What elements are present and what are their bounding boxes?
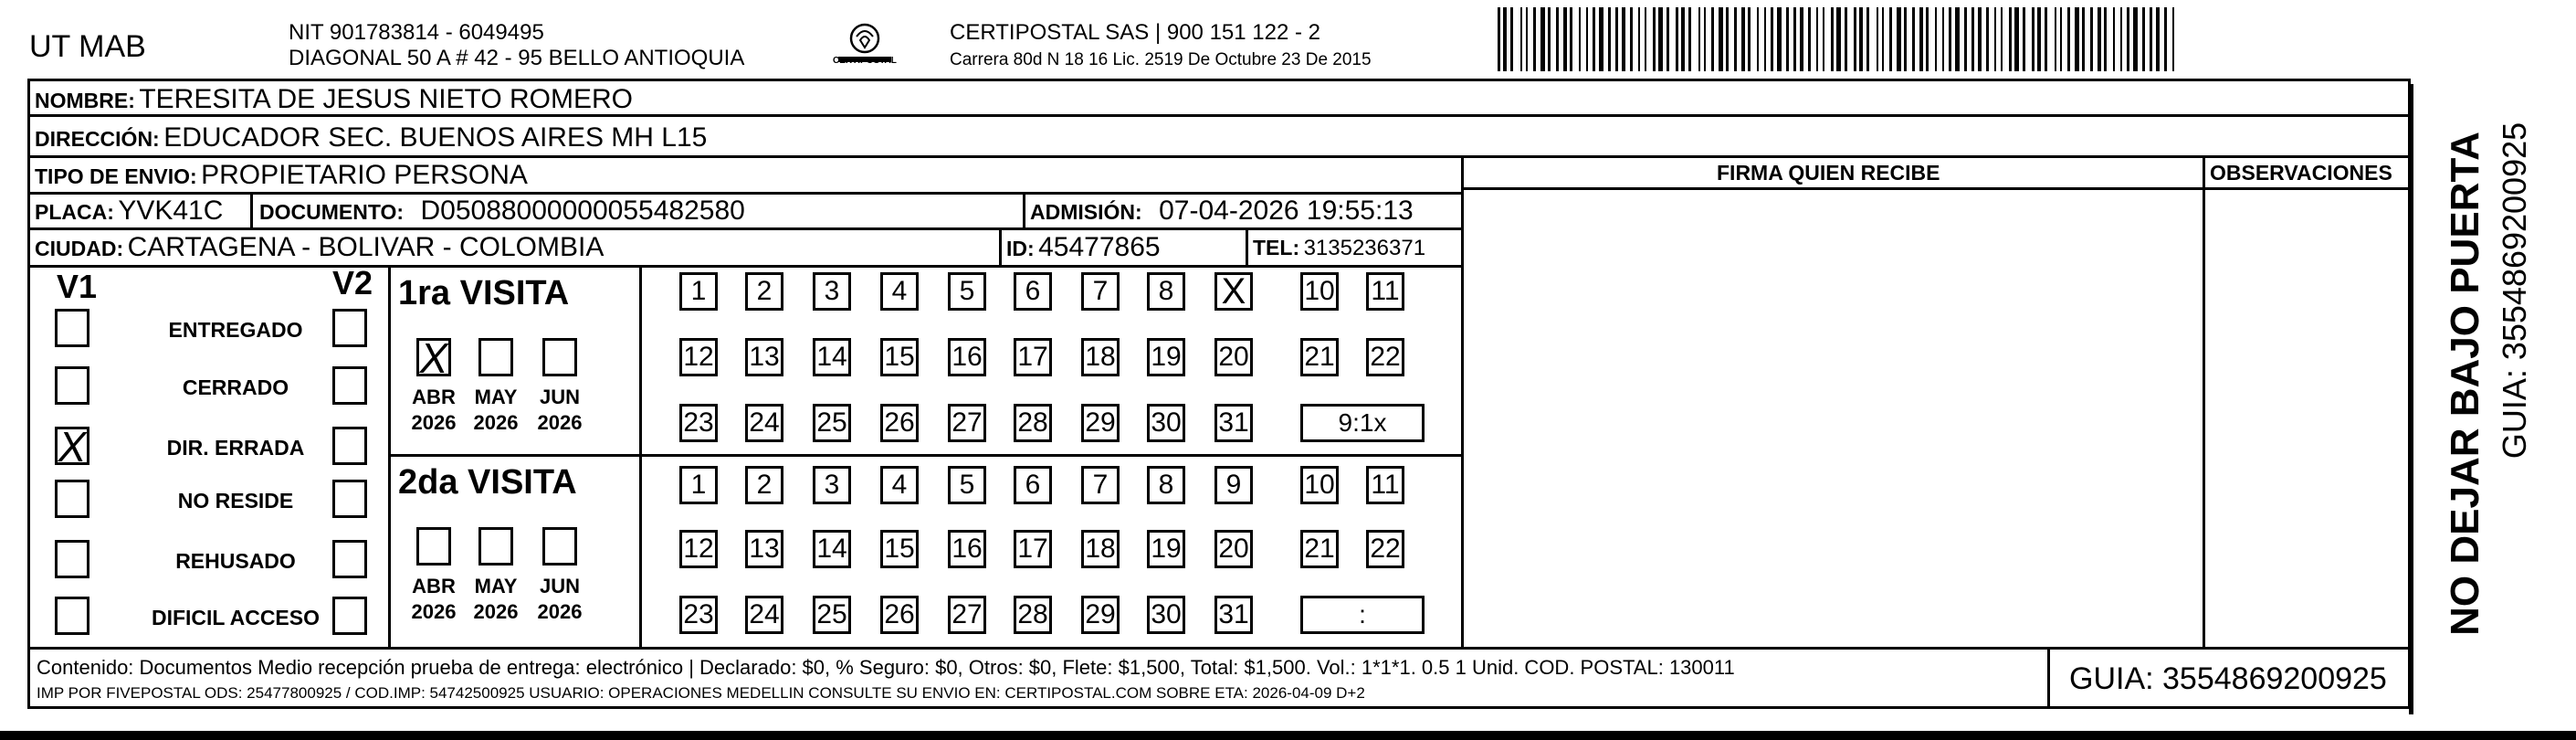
barcode-bar <box>1793 7 1796 71</box>
firma-label: FIRMA QUIEN RECIBE <box>1717 161 1940 185</box>
visit-day-box[interactable]: 7 <box>1081 466 1120 504</box>
visit-day-box[interactable]: 3 <box>813 272 851 311</box>
status-v1-checkbox[interactable] <box>55 480 89 518</box>
status-v2-checkbox[interactable] <box>332 427 367 465</box>
barcode-bar <box>2037 7 2041 71</box>
barcode-bar <box>1599 7 1603 71</box>
visit-day-box[interactable]: 22 <box>1366 338 1404 376</box>
tipo-label: TIPO DE ENVIO: <box>35 164 197 188</box>
visit-day-box[interactable]: 31 <box>1214 404 1253 442</box>
barcode-bar <box>1645 7 1646 71</box>
barcode-bar <box>1570 7 1572 71</box>
admision-label: ADMISIÓN: <box>1030 200 1142 224</box>
visit-day-box[interactable]: 15 <box>880 530 919 568</box>
barcode-bar <box>2098 7 2101 71</box>
barcode-bar <box>1854 7 1856 71</box>
visit-day-box[interactable]: 16 <box>948 530 986 568</box>
ciudad-label: CIUDAD: <box>35 237 124 260</box>
barcode-bar <box>2014 7 2019 71</box>
barcode-bar <box>1510 7 1513 71</box>
visit-month-checkbox[interactable] <box>478 338 513 376</box>
visit-month-checkbox[interactable] <box>542 338 577 376</box>
status-v1-checkbox[interactable] <box>55 309 89 347</box>
barcode-bar <box>1734 7 1737 71</box>
barcode-bar <box>1777 7 1782 71</box>
barcode <box>1498 7 2182 71</box>
visit-day-box[interactable]: 19 <box>1147 338 1185 376</box>
status-v2-checkbox[interactable] <box>332 480 367 518</box>
visit-month-label: JUN <box>539 386 581 408</box>
barcode-bar <box>1986 7 1989 71</box>
col-line-guia-footer <box>2047 647 2050 709</box>
visit-day-box[interactable]: 12 <box>679 530 718 568</box>
visit-day-box[interactable]: 31 <box>1214 596 1253 634</box>
visit-day-box[interactable]: 26 <box>880 596 919 634</box>
visit-day-box[interactable]: 20 <box>1214 530 1253 568</box>
visit-title: 2da VISITA <box>398 463 577 502</box>
logo-text: CERTIPOSTAL <box>833 56 897 66</box>
visit-month-checkbox[interactable] <box>478 527 513 566</box>
barcode-bar <box>1836 7 1841 71</box>
row-line-5 <box>27 265 1464 268</box>
visit-year-label: 2026 <box>411 600 457 623</box>
placa-label: PLACA: <box>35 200 114 224</box>
visit-day-box[interactable]: 29 <box>1081 404 1120 442</box>
status-label: NO RESIDE <box>177 489 294 513</box>
visit-day-box[interactable]: 23 <box>679 596 718 634</box>
barcode-bar <box>2055 7 2056 71</box>
visit-day-box[interactable]: 11 <box>1366 466 1404 504</box>
visit-year-label: 2026 <box>473 411 519 434</box>
barcode-bar <box>2082 7 2085 71</box>
visit-year-label: 2026 <box>411 411 457 434</box>
barcode-bar <box>1808 7 1811 71</box>
barcode-bar <box>1859 7 1863 71</box>
visit-day-box[interactable]: 2 <box>745 272 783 311</box>
barcode-bar <box>1897 7 1901 71</box>
barcode-bar <box>1579 7 1581 71</box>
barcode-bar <box>2150 7 2152 71</box>
visit-day-box[interactable]: 10 <box>1300 272 1339 311</box>
visit-day-box[interactable]: 25 <box>813 596 851 634</box>
direccion-label: DIRECCIÓN: <box>35 127 160 151</box>
visit-day-box[interactable]: 24 <box>745 596 783 634</box>
visit-month-checkbox[interactable] <box>416 527 451 566</box>
visit-day-box[interactable]: 3 <box>813 466 851 504</box>
visit-year-label: 2026 <box>537 600 583 623</box>
visit-day-box[interactable]: 19 <box>1147 530 1185 568</box>
direccion-value: EDUCADOR SEC. BUENOS AIRES MH L15 <box>163 122 708 153</box>
barcode-bar <box>1608 7 1611 71</box>
visit-day-box[interactable]: 26 <box>880 404 919 442</box>
barcode-bar <box>1540 7 1545 71</box>
barcode-bar <box>1711 7 1714 71</box>
status-v2-checkbox[interactable] <box>332 597 367 635</box>
barcode-bar <box>1845 7 1847 71</box>
barcode-bar <box>1676 7 1678 71</box>
visit-divider <box>388 454 1464 457</box>
status-v1-checkbox[interactable] <box>55 597 89 635</box>
side-warning: NO DEJAR BAJO PUERTA <box>2443 132 2487 636</box>
visit-day-box[interactable]: 13 <box>745 530 783 568</box>
id-value: 45477865 <box>1038 232 1161 262</box>
barcode-bar <box>1586 7 1588 71</box>
barcode-bar <box>1533 7 1536 71</box>
visit-day-box[interactable]: 2 <box>745 466 783 504</box>
footer-imp: IMP POR FIVEPOSTAL ODS: 25477800925 / COD.IMP: 54742500925 USUARIO: OPERACIONES MEDELLIN CONSULTE SU ENVIO EN: CERTIPOSTAL.COM SOBRE ETA: 2026-04-09 D+2 <box>37 684 1365 702</box>
barcode-bar <box>1935 7 1937 71</box>
visit-day-box[interactable]: 6 <box>1014 466 1052 504</box>
barcode-bar <box>1866 7 1869 71</box>
visit-day-box[interactable]: 15 <box>880 338 919 376</box>
company-address: DIAGONAL 50 A # 42 - 95 BELLO ANTIOQUIA <box>289 46 745 70</box>
visit-day-box[interactable]: 30 <box>1147 596 1185 634</box>
barcode-bar <box>2133 7 2138 71</box>
barcode-bar <box>1726 7 1729 71</box>
visit-time-box[interactable]: 9:1x <box>1300 404 1425 442</box>
barcode-bar <box>1667 7 1669 71</box>
visit-day-box[interactable]: 1 <box>679 272 718 311</box>
status-label: REHUSADO <box>175 549 296 573</box>
barcode-bar <box>1520 7 1522 71</box>
visit-day-box[interactable]: 20 <box>1214 338 1253 376</box>
barcode-bar <box>1877 7 1878 71</box>
nombre-row <box>35 86 633 113</box>
status-label: CERRADO <box>182 375 289 399</box>
status-v2-checkbox[interactable] <box>332 309 367 347</box>
frame-shadow-bottom <box>0 731 2576 740</box>
barcode-bar <box>2001 7 2003 71</box>
barcode-bar <box>1955 7 1960 71</box>
col-line-tel <box>1246 227 1248 266</box>
visit-day-box[interactable]: 21 <box>1300 338 1339 376</box>
barcode-bar <box>2090 7 2093 71</box>
barcode-bar <box>1615 7 1618 71</box>
visit-month-label: ABR <box>412 386 456 408</box>
visit-day-box[interactable]: 7 <box>1081 272 1120 311</box>
visit-month-label: ABR <box>412 575 456 597</box>
barcode-bar <box>1971 7 1974 71</box>
barcode-bar <box>1757 7 1759 71</box>
visit-month-label: MAY <box>474 386 518 408</box>
barcode-bar <box>1816 7 1818 71</box>
observaciones-label: OBSERVACIONES <box>2210 161 2392 185</box>
barcode-bar <box>1748 7 1751 71</box>
row-line-4 <box>27 227 1464 230</box>
nombre-label: NOMBRE: <box>35 89 135 112</box>
ciudad-row <box>35 234 604 261</box>
visit-day-box[interactable]: 8 <box>1147 272 1185 311</box>
barcode-bar <box>2104 7 2107 71</box>
barcode-bar <box>1786 7 1789 71</box>
row-line-6 <box>1464 187 2411 190</box>
barcode-bar <box>2009 7 2012 71</box>
visit-month-checkbox[interactable]: X <box>416 338 451 376</box>
barcode-bar <box>2075 7 2079 71</box>
barcode-bar <box>2113 7 2115 71</box>
status-v1-checkbox[interactable] <box>55 540 89 578</box>
visit-day-box[interactable]: 28 <box>1014 404 1052 442</box>
visit-day-box[interactable]: 14 <box>813 530 851 568</box>
direccion-row <box>35 124 707 152</box>
id-label: ID: <box>1006 237 1035 260</box>
visit-day-box[interactable]: 12 <box>679 338 718 376</box>
visit-day-box[interactable]: X <box>1214 272 1253 311</box>
barcode-bar <box>1526 7 1528 71</box>
barcode-bar <box>1688 7 1691 71</box>
tipo-value: PROPIETARIO PERSONA <box>201 160 528 190</box>
visit-day-box[interactable]: 5 <box>948 466 986 504</box>
status-v1-checkbox[interactable] <box>55 366 89 405</box>
placa-value: YVK41C <box>118 196 224 226</box>
row-line-3 <box>27 192 1464 195</box>
barcode-bar <box>1904 7 1907 71</box>
barcode-bar <box>1912 7 1915 71</box>
documento-row <box>259 197 745 225</box>
visit-day-box[interactable]: 11 <box>1366 272 1404 311</box>
barcode-bar <box>1978 7 1982 71</box>
visit-day-box[interactable]: 13 <box>745 338 783 376</box>
visit-day-box[interactable]: 9 <box>1214 466 1253 504</box>
v2-label: V2 <box>332 264 373 301</box>
v1-label: V1 <box>57 268 98 305</box>
visit-day-box[interactable]: 27 <box>948 596 986 634</box>
visit-day-box[interactable]: 27 <box>948 404 986 442</box>
col-line-status <box>388 265 391 649</box>
barcode-bar <box>1681 7 1685 71</box>
admision-value: 07-04-2026 19:55:13 <box>1159 196 1414 226</box>
barcode-bar <box>1949 7 1951 71</box>
status-label: DIFICIL ACCESO <box>151 606 321 629</box>
visit-day-box[interactable]: 17 <box>1014 530 1052 568</box>
col-line-info <box>1461 155 1464 649</box>
barcode-bar <box>1498 7 1500 71</box>
visit-day-box[interactable]: 29 <box>1081 596 1120 634</box>
tel-label: TEL: <box>1253 236 1300 259</box>
barcode-bar <box>2142 7 2145 71</box>
barcode-bar <box>1964 7 1967 71</box>
col-line-obs <box>2203 155 2205 649</box>
status-v2-checkbox[interactable] <box>332 366 367 405</box>
status-v2-checkbox[interactable] <box>332 540 367 578</box>
tel-value: 3135236371 <box>1303 236 1426 260</box>
footer-contenido: Contenido: Documentos Medio recepción prueba de entrega: electrónico | Declarado: $0, % Seguro: $0, Otros: $0, Flete: $1,500, Total: $1,500. Vol.: 1*1*1. 0.5 1 Unid. COD. POSTAL: 130011 <box>37 656 1735 679</box>
barcode-bar <box>1548 7 1551 71</box>
barcode-bar <box>1823 7 1824 71</box>
visit-day-box[interactable]: 18 <box>1081 338 1120 376</box>
documento-value: D05088000000055482580 <box>420 196 745 226</box>
row-line-footer <box>27 647 2411 650</box>
id-row <box>1006 234 1161 261</box>
col-line-admision <box>1023 192 1025 228</box>
barcode-bar <box>1503 7 1507 71</box>
barcode-bar <box>1771 7 1773 71</box>
visit-day-box[interactable]: 10 <box>1300 466 1339 504</box>
visit-day-box[interactable]: 16 <box>948 338 986 376</box>
visit-day-box[interactable]: 25 <box>813 404 851 442</box>
barcode-bar <box>1800 7 1803 71</box>
col-line-id <box>999 227 1002 266</box>
barcode-bar <box>1698 7 1700 71</box>
side-guia: GUIA: 3554869200925 <box>2496 122 2533 460</box>
status-label: DIR. ERRADA <box>166 436 305 460</box>
barcode-bar <box>1741 7 1745 71</box>
carrier-name: CERTIPOSTAL SAS | 900 151 122 - 2 <box>950 20 1320 45</box>
barcode-bar <box>1638 7 1640 71</box>
visit-month-label: JUN <box>539 575 581 597</box>
barcode-bar <box>1704 7 1706 71</box>
ciudad-value: CARTAGENA - BOLIVAR - COLOMBIA <box>127 232 605 262</box>
visit-day-box[interactable]: 4 <box>880 272 919 311</box>
barcode-bar <box>2067 7 2070 71</box>
visit-day-box[interactable]: 28 <box>1014 596 1052 634</box>
barcode-bar <box>2156 7 2160 71</box>
barcode-bar <box>2045 7 2047 71</box>
barcode-bar <box>1556 7 1559 71</box>
barcode-bar <box>1942 7 1944 71</box>
barcode-bar <box>2164 7 2167 71</box>
barcode-bar <box>1831 7 1834 71</box>
barcode-bar <box>2120 7 2122 71</box>
visit-year-label: 2026 <box>473 600 519 623</box>
visit-day-box[interactable]: 6 <box>1014 272 1052 311</box>
visit-month-label: MAY <box>474 575 518 597</box>
placa-row <box>35 197 223 225</box>
visit-day-box[interactable]: 18 <box>1081 530 1120 568</box>
tipo-row <box>35 162 528 189</box>
barcode-bar <box>1622 7 1625 71</box>
admision-row <box>1030 197 1414 225</box>
col-line-visits <box>639 265 642 649</box>
visit-day-box[interactable]: 1 <box>679 466 718 504</box>
carrier-address: Carrera 80d N 18 16 Lic. 2519 De Octubre 23 De 2015 <box>950 50 1372 69</box>
barcode-bar <box>1658 7 1663 71</box>
status-v1-checkbox[interactable]: X <box>55 427 89 465</box>
barcode-bar <box>1926 7 1929 71</box>
visit-time-box[interactable]: : <box>1300 596 1425 634</box>
barcode-bar <box>1882 7 1884 71</box>
visit-year-label: 2026 <box>537 411 583 434</box>
row-line-1 <box>27 114 2411 117</box>
company-nit: NIT 901783814 - 6049495 <box>289 20 544 45</box>
visit-day-box[interactable]: 14 <box>813 338 851 376</box>
status-label: ENTREGADO <box>168 318 303 342</box>
tel-row <box>1253 238 1425 259</box>
visit-day-box[interactable]: 24 <box>745 404 783 442</box>
company-name: UT MAB <box>29 29 146 64</box>
visit-day-box[interactable]: 21 <box>1300 530 1339 568</box>
visit-day-box[interactable]: 5 <box>948 272 986 311</box>
row-line-2 <box>27 155 2411 158</box>
barcode-bar <box>2172 7 2174 71</box>
visit-day-box[interactable]: 23 <box>679 404 718 442</box>
barcode-bar <box>1630 7 1633 71</box>
barcode-bar <box>1889 7 1892 71</box>
barcode-bar <box>2060 7 2062 71</box>
visit-day-box[interactable]: 22 <box>1366 530 1404 568</box>
barcode-bar <box>1593 7 1595 71</box>
barcode-bar <box>2032 7 2035 71</box>
barcode-bar <box>2127 7 2129 71</box>
visit-day-box[interactable]: 8 <box>1147 466 1185 504</box>
visit-month-checkbox[interactable] <box>542 527 577 566</box>
col-line-placa <box>250 192 253 228</box>
visit-day-box[interactable]: 30 <box>1147 404 1185 442</box>
barcode-bar <box>1653 7 1656 71</box>
barcode-bar <box>1919 7 1923 71</box>
visit-title: 1ra VISITA <box>398 274 570 312</box>
barcode-bar <box>1563 7 1567 71</box>
nombre-value: TERESITA DE JESUS NIETO ROMERO <box>139 84 633 114</box>
frame-shadow-right <box>2409 84 2413 714</box>
visit-day-box[interactable]: 4 <box>880 466 919 504</box>
visit-day-box[interactable]: 17 <box>1014 338 1052 376</box>
barcode-bar <box>2023 7 2025 71</box>
documento-label: DOCUMENTO: <box>259 200 405 224</box>
footer-guia: GUIA: 3554869200925 <box>2069 661 2387 696</box>
barcode-bar <box>1764 7 1766 71</box>
barcode-bar <box>1719 7 1723 71</box>
barcode-bar <box>1994 7 1996 71</box>
